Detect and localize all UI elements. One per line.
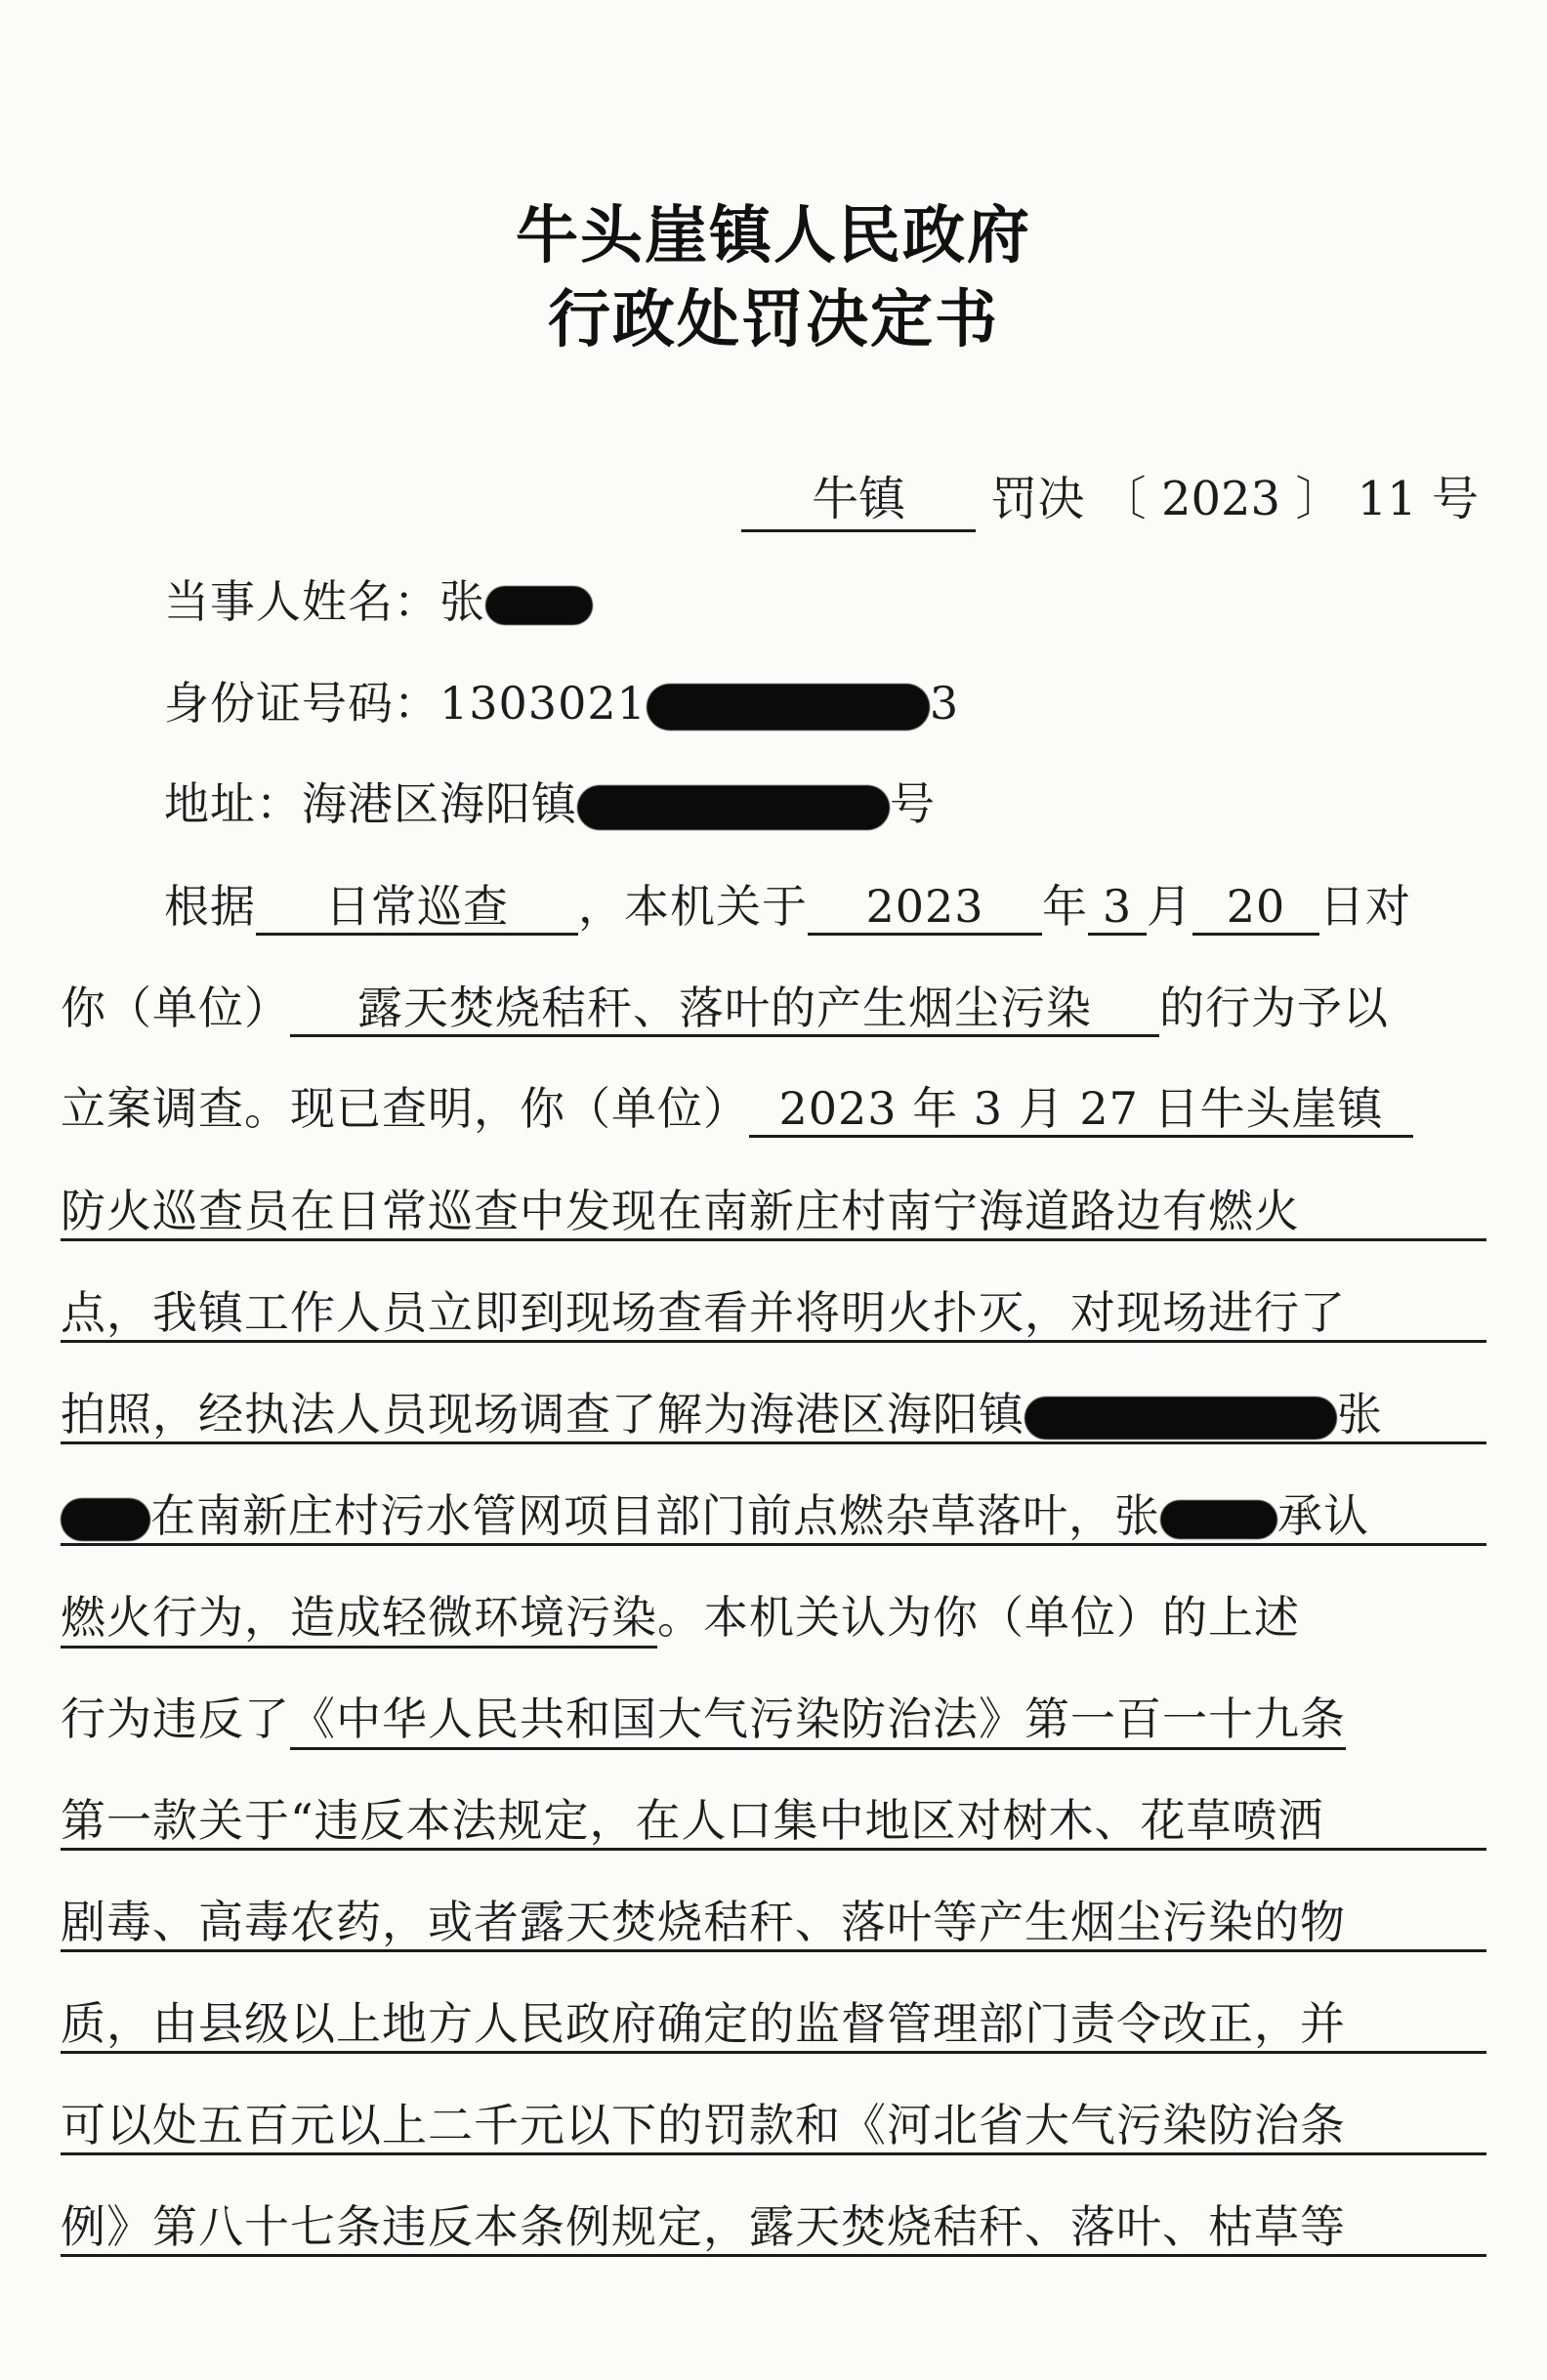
doc-org: 牛镇 <box>741 469 976 532</box>
body-line-12 <box>61 1994 1346 2053</box>
text: 日对 <box>1319 880 1411 933</box>
day-blank: 20 <box>1192 880 1319 936</box>
party-id-label: 身份证号码： <box>164 677 439 730</box>
document-number <box>741 469 1479 532</box>
underline <box>61 2051 1486 2054</box>
doc-num: 11 <box>1357 472 1417 526</box>
body-line-9 <box>61 1690 1346 1748</box>
underline <box>61 1543 1486 1546</box>
body-line-14 <box>61 2197 1346 2256</box>
text: 的行为予以 <box>1159 981 1389 1034</box>
body-line-3 <box>61 1079 1413 1138</box>
party-id-value: 1303021 <box>439 677 647 730</box>
underline <box>61 2152 1486 2155</box>
underline <box>61 1949 1486 1952</box>
underline <box>61 1238 1486 1241</box>
doc-year: 2023 <box>1160 472 1281 526</box>
text: 行为违反了 <box>61 1692 290 1745</box>
text: 承认 <box>1277 1489 1369 1542</box>
party-address-value: 海港区海阳镇 <box>302 777 577 830</box>
body-line-7 <box>61 1486 1369 1545</box>
party-address-row <box>164 774 936 833</box>
body-line-2 <box>61 979 1389 1037</box>
text: 月 <box>1147 880 1192 933</box>
law-citation: 《中华人民共和国大气污染防治法》第一百一十九条 <box>290 1692 1346 1750</box>
party-id-row <box>164 674 959 732</box>
finding-blank: 2023 年 3 月 27 日牛头崖镇 <box>749 1082 1413 1138</box>
year-blank: 2023 <box>808 880 1042 936</box>
party-address-tail: 号 <box>890 777 936 830</box>
body-line-4 <box>61 1182 1300 1240</box>
doc-type: 罚决 <box>990 472 1085 526</box>
party-name-label: 当事人姓名： <box>164 575 439 628</box>
redaction-mark <box>1160 1500 1277 1539</box>
text: 立案调查。现已查明，你（单位） <box>61 1082 749 1135</box>
document-title-line2: 行政处罚决定书 <box>548 284 999 356</box>
party-address-label: 地址： <box>164 777 302 830</box>
body-line-1 <box>164 877 1411 936</box>
text: ，本机关于 <box>578 880 808 933</box>
text: 例》第八十七条违反本条例规定，露天焚烧秸秆、落叶、枯草等 <box>61 2200 1346 2253</box>
doc-paren-close: 〕 <box>1295 472 1343 526</box>
text: 你（单位） <box>61 981 290 1034</box>
text: 。本机关认为你（单位）的上述 <box>657 1591 1300 1644</box>
redaction-mark <box>577 785 890 830</box>
text: 第一款关于“违反本法规定，在人口集中地区对树木、花草喷洒 <box>61 1794 1324 1847</box>
party-name-row <box>164 572 593 631</box>
text: 燃火行为，造成轻微环境污染 <box>61 1591 657 1649</box>
doc-suffix: 号 <box>1431 472 1479 526</box>
redaction-mark <box>61 1498 150 1541</box>
doc-paren-open: 〔 <box>1099 472 1147 526</box>
body-line-10 <box>61 1791 1324 1850</box>
body-line-8 <box>61 1588 1300 1647</box>
text: 张 <box>1337 1388 1383 1441</box>
text: 根据 <box>164 880 256 933</box>
text: 在南新庄村污水管网项目部门前点燃杂草落叶，张 <box>150 1489 1160 1542</box>
redaction-mark <box>485 586 593 625</box>
text: 点，我镇工作人员立即到现场查看并将明火扑灭，对现场进行了 <box>61 1286 1346 1339</box>
body-line-11 <box>61 1893 1346 1951</box>
document-title-line1: 牛头崖镇人民政府 <box>516 200 1031 272</box>
party-id-tail: 3 <box>929 677 960 730</box>
text: 拍照，经执法人员现场调查了解为海港区海阳镇 <box>61 1388 1024 1441</box>
underline <box>61 1848 1486 1851</box>
body-line-5 <box>61 1283 1346 1342</box>
redaction-mark <box>647 684 930 731</box>
text: 防火巡查员在日常巡查中发现在南新庄村南宁海道路边有燃火 <box>61 1185 1300 1237</box>
party-name-value: 张 <box>439 575 485 628</box>
body-line-6 <box>61 1385 1383 1443</box>
text: 年 <box>1042 880 1088 933</box>
text: 可以处五百元以上二千元以下的罚款和《河北省大气污染防治条 <box>61 2099 1346 2151</box>
text: 质，由县级以上地方人民政府确定的监督管理部门责令改正，并 <box>61 1997 1346 2050</box>
month-blank: 3 <box>1088 880 1147 936</box>
basis-blank: 日常巡查 <box>256 880 578 936</box>
redaction-mark <box>1024 1397 1337 1440</box>
underline <box>61 1340 1486 1343</box>
body-line-13 <box>61 2096 1346 2154</box>
act-blank: 露天焚烧秸秆、落叶的产生烟尘污染 <box>290 981 1159 1037</box>
underline <box>61 1441 1486 1444</box>
text: 剧毒、高毒农药，或者露天焚烧秸秆、落叶等产生烟尘污染的物 <box>61 1896 1346 1948</box>
underline <box>61 2254 1486 2257</box>
